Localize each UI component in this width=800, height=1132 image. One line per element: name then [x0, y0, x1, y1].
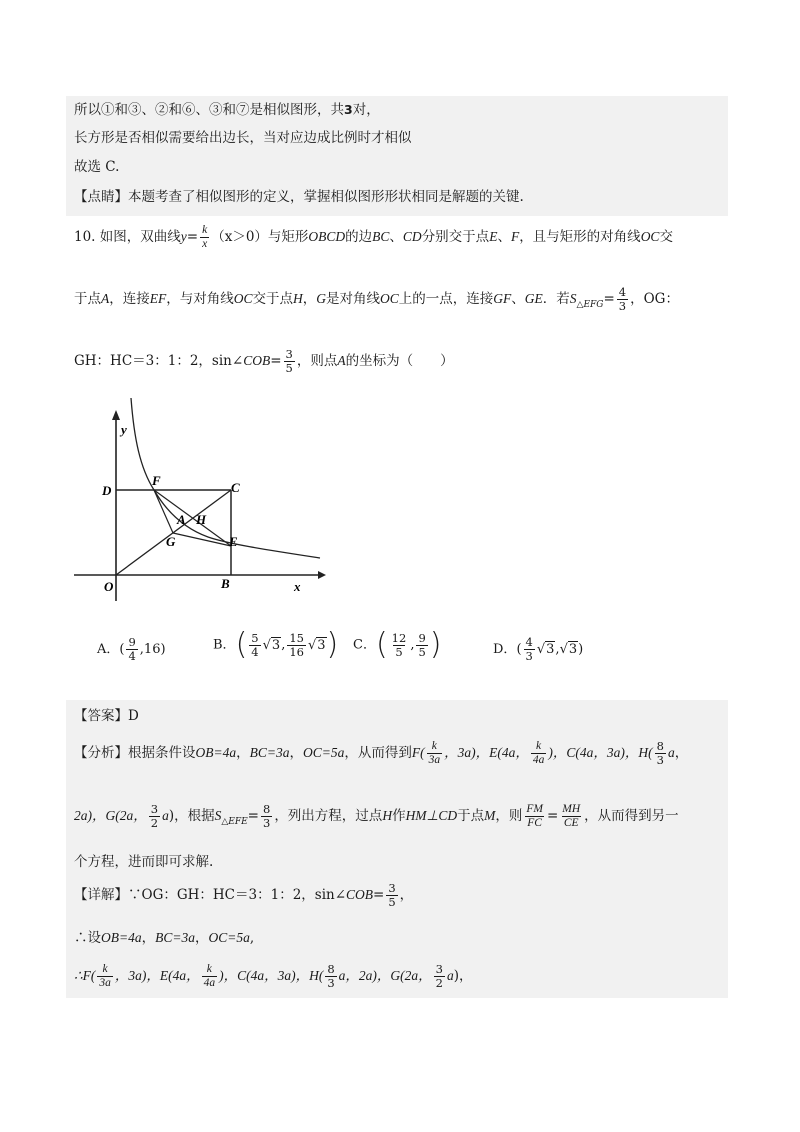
answer-line: 【答案】D: [74, 708, 139, 724]
option-d[interactable]: D．( $\frac{4}{3}$ √3,√3): [493, 635, 584, 663]
tip-line: 【点睛】本题考查了相似图形的定义，掌握相似图形形状相同是解题的关键.: [74, 189, 524, 205]
detail-line-3: ∴F( $\frac{k}{3a}$ ，3a)，E(4a， $\frac{k}{4a}$ )，C(4a，3a)，H( $\frac{8}{3}$ a，2a)，G(2a， $\frac{3}{2}$ a)，: [74, 962, 473, 990]
question-line-1: 10. 如图，双曲线y= $\frac{k}{x}$ （x＞0）与矩形OBCD的边BC、CD分别交于点E、F，且与矩形的对角线OC交: [74, 224, 673, 250]
text-line-1: 所以①和③、②和⑥、③和⑦是相似图形，共3对，: [74, 102, 380, 118]
detail-line-1: 【详解】∵OG：GH：HC＝3：1：2，sin∠COB= $\frac{3}{5}$ ，: [74, 881, 414, 909]
option-a[interactable]: A．( $\frac{9}{4}$ ,16): [97, 635, 166, 663]
analysis-line-1: 【分析】根据条件设OB=4a，BC=3a，OC=5a，从而得到F( $\frac{k}{3a}$ ，3a)，E(4a， $\frac{k}{4a}$ )，C(4a，3a)，H( $\frac{8}{3}$ a，: [74, 739, 689, 767]
label-y: y: [121, 422, 127, 437]
option-b[interactable]: B．( $\frac{5}{4}$ √3, $\frac{15}{16}$ √3): [213, 627, 339, 662]
label-O: O: [104, 579, 114, 594]
label-A: A: [177, 512, 186, 527]
analysis-line-3: 个方程，进而即可求解.: [74, 854, 214, 870]
four-thirds-fraction: $\frac{4}{3}$: [618, 285, 627, 313]
analysis-line-2: 2a)，G(2a， $\frac{3}{2}$ a)，根据$S_{\triangle EFE}=$ $\frac{8}{3}$ ，列出方程，过点H作HM⊥CD于点M，则 $\frac{FM}{FC}$ = $\frac{MH}{CE}$ ，从而得到另一: [74, 802, 679, 830]
label-B: B: [221, 576, 230, 591]
label-D: D: [102, 483, 112, 498]
x-axis-arrow: [318, 571, 326, 579]
text-line-3: 故选 C.: [74, 159, 120, 175]
option-c[interactable]: C．( $\frac{12}{5}$ , $\frac{9}{5}$ ): [353, 627, 442, 662]
three-fifths-fraction: $\frac{3}{5}$: [285, 347, 293, 375]
y-axis-arrow: [112, 410, 120, 420]
k-over-x-fraction: $\frac{k}{x}$: [202, 224, 208, 250]
text-line-2: 长方形是否相似需要给出边长，当对应边成比例时才相似: [74, 130, 412, 146]
question-line-3: GH：HC＝3：1：2，sin∠COB= $\frac{3}{5}$ ，则点A的坐标为（ ）: [74, 347, 454, 375]
detail-line-2: ∴设OB=4a，BC=3a，OC=5a,: [74, 930, 255, 946]
label-x: x: [294, 579, 301, 594]
label-F: F: [152, 473, 161, 488]
question-line-2: 于点A，连接EF，与对角线OC交于点H，G是对角线OC上的一点，连接GF、GE．若$S_{\triangle EFG}=$ $\frac{4}{3}$ ，OG：: [74, 285, 679, 313]
label-E: E: [229, 534, 238, 549]
label-H: H: [196, 512, 207, 527]
label-G: G: [166, 534, 176, 549]
geometry-figure: [68, 398, 328, 608]
label-C: C: [231, 480, 240, 495]
